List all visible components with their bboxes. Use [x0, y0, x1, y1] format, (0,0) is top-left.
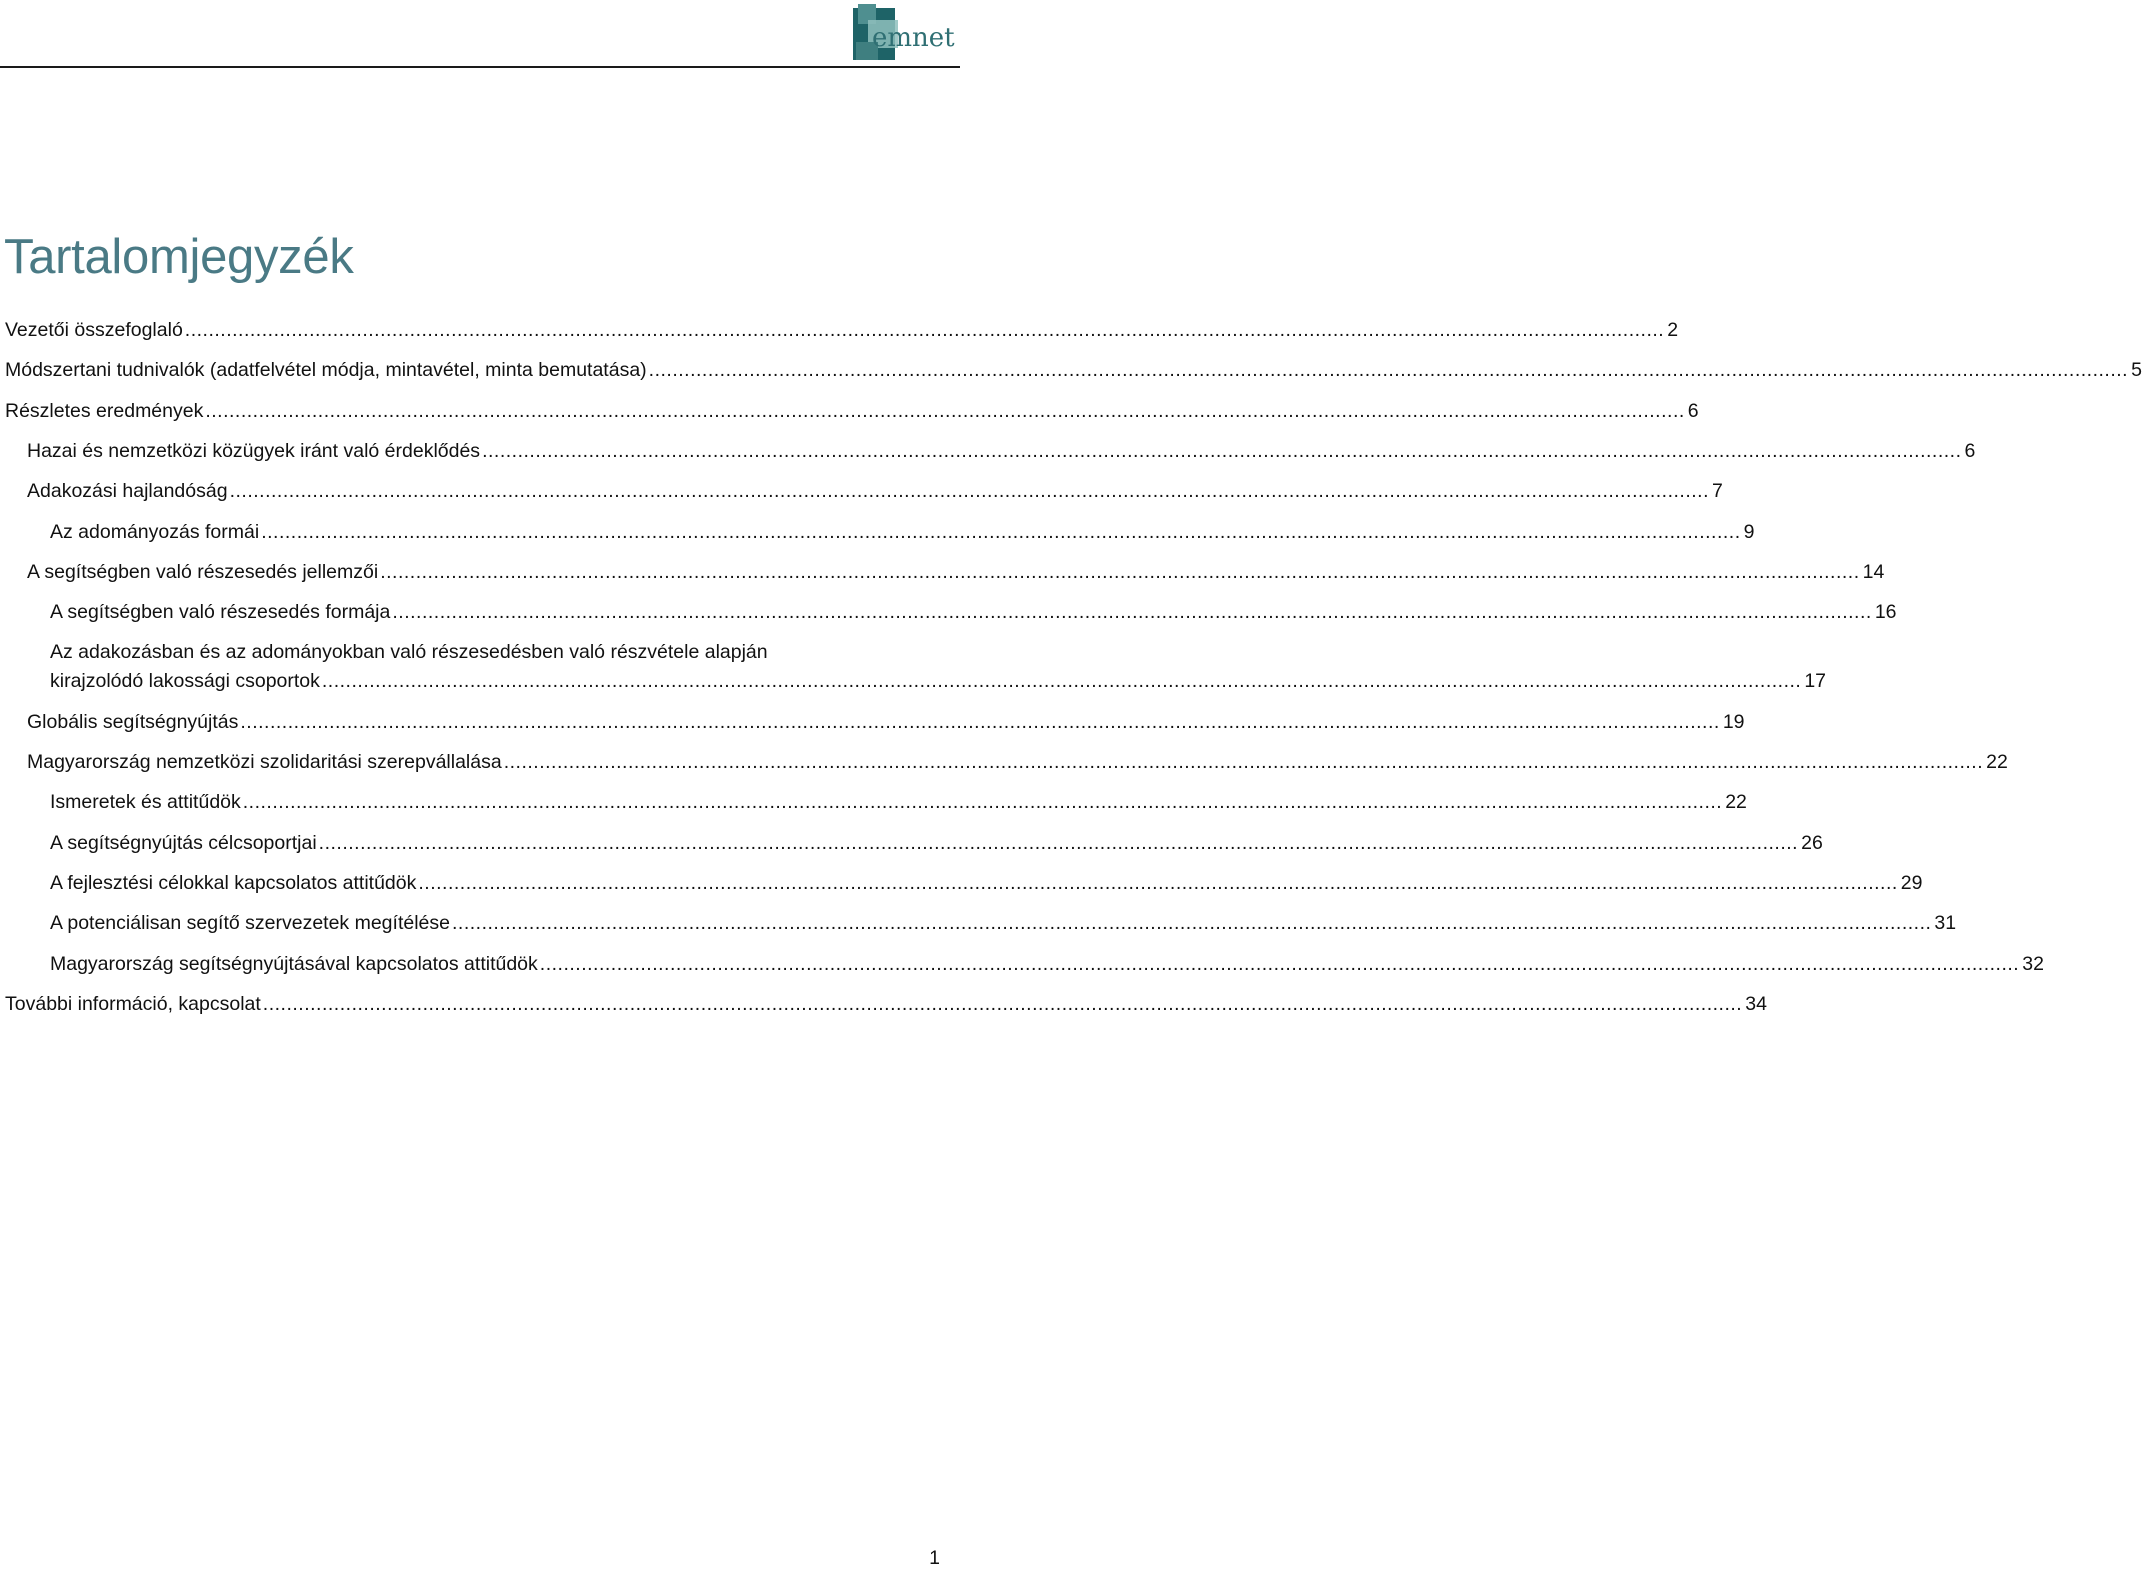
toc-leader-dots: [392, 598, 1871, 627]
toc-entry-page: 17: [1804, 670, 1827, 693]
toc-entry-row: [50, 829, 1823, 858]
toc-leader-dots: [380, 558, 1859, 587]
toc-entry-row: [5, 316, 1679, 345]
toc-entry-row: [27, 437, 1976, 466]
toc-entry-label: Ismeretek és attitűdök: [50, 791, 241, 814]
toc-entry-label: Hazai és nemzetközi közügyek iránt való érdeklődés: [27, 439, 481, 462]
toc-entry-label: Adakozási hajlandóság: [27, 480, 228, 503]
toc-entry[interactable]: [0, 638, 1827, 696]
toc-entry-label: Részletes eredmények: [5, 399, 204, 422]
toc-entry-label: Vezetői összefoglaló: [5, 319, 183, 341]
toc-entry[interactable]: [0, 477, 1723, 506]
toc-entry-label: További információ, kapcsolat: [5, 992, 261, 1015]
toc-entry[interactable]: [0, 356, 2142, 385]
toc-entry-page: 22: [1986, 751, 2008, 774]
toc-entry-row: [5, 990, 1767, 1019]
toc-entry-label: Magyarország segítségnyújtásával kapcsolatos attitűdök: [50, 952, 538, 975]
toc-leader-dots: [263, 990, 1742, 1019]
toc-entry-row: [50, 667, 1827, 696]
toc-leader-dots: [482, 437, 1961, 466]
toc-entry-page: 5: [2131, 359, 2142, 382]
toc-entry-label: A potenciálisan segítő szervezetek megítélése: [50, 912, 450, 935]
toc-entry-row: [27, 708, 1745, 737]
page-title: Tartalomjegyzék: [4, 230, 354, 284]
toc-leader-dots: [322, 667, 1801, 696]
toc-entry-page: 29: [1900, 871, 1923, 894]
toc-leader-dots: [319, 829, 1798, 858]
toc-leader-dots: [205, 397, 1684, 426]
toc-entry-label: A segítségben való részesedés formája: [50, 601, 391, 624]
toc-entry-row: [50, 598, 1897, 627]
page-header: [0, 0, 960, 68]
toc-entry[interactable]: [0, 558, 1885, 587]
toc-entry-label: A segítségben való részesedés jellemzői: [27, 560, 379, 583]
toc-entry-row: [27, 748, 2008, 777]
toc-entry-page: 2: [1667, 319, 1679, 341]
toc-entry[interactable]: [0, 788, 1747, 817]
toc-entry-label: Az adományozás formái: [50, 520, 260, 543]
toc-entry[interactable]: [0, 869, 1923, 898]
toc-entry[interactable]: [0, 598, 1897, 627]
toc-entry-label: Módszertani tudnivalók (adatfelvétel módja, mintavétel, minta bemutatása): [5, 359, 647, 382]
toc-entry-label: Globális segítségnyújtás: [27, 710, 239, 733]
toc-entry[interactable]: [0, 437, 1976, 466]
toc-entry-row: [50, 788, 1747, 817]
toc-entry-page: 16: [1874, 601, 1897, 624]
toc-entry-page: 22: [1725, 791, 1747, 814]
toc-entry-page: 6: [1964, 439, 1976, 462]
toc-leader-dots: [261, 518, 1740, 547]
toc-entry-row: [27, 558, 1885, 587]
toc-entry-label-line1: Az adakozásban és az adományokban való részesedésben való részvétele alapján: [50, 641, 768, 664]
toc-entry[interactable]: [0, 748, 2008, 777]
toc-entry-row: [50, 909, 1957, 938]
toc-entry-row: [5, 397, 1699, 426]
toc-entry-row: [50, 518, 1755, 547]
toc-entry[interactable]: [0, 518, 1755, 547]
toc-leader-dots: [452, 909, 1931, 938]
toc-entry-page: 19: [1722, 710, 1745, 733]
toc-entry[interactable]: [0, 909, 1957, 938]
toc-entry-page: 6: [1687, 399, 1699, 422]
toc-entry-row: [50, 869, 1923, 898]
toc-entry-page: 32: [2022, 952, 2044, 975]
toc-entry[interactable]: [0, 708, 1745, 737]
toc-leader-dots: [243, 788, 1722, 817]
toc-leader-dots: [418, 869, 1897, 898]
logo-text: emnet: [872, 23, 955, 53]
toc-entry-label: Magyarország nemzetközi szolidaritási szerepvállalása: [27, 751, 502, 774]
toc-entry[interactable]: [0, 950, 2044, 979]
toc-entry-page: 26: [1801, 831, 1823, 854]
toc-entry[interactable]: [0, 316, 1679, 345]
emnet-logo: [850, 2, 958, 64]
toc-entry-page: 31: [1934, 912, 1957, 935]
toc-entry-row: [5, 356, 2142, 385]
toc-leader-dots: [649, 356, 2128, 385]
toc-entry[interactable]: [0, 990, 1767, 1019]
toc-entry-row: [27, 477, 1723, 506]
toc-leader-dots: [230, 477, 1709, 506]
toc-entry[interactable]: [0, 829, 1823, 858]
toc-entry-page: 9: [1743, 520, 1755, 543]
emnet-logo-icon: [850, 2, 958, 64]
page-number: 1: [929, 1547, 940, 1569]
toc-leader-dots: [540, 950, 2019, 979]
toc-entry-label: A segítségnyújtás célcsoportjai: [50, 831, 317, 854]
toc-entry-page: 14: [1862, 560, 1885, 583]
toc-entry-label: A fejlesztési célokkal kapcsolatos attitűdök: [50, 871, 417, 894]
toc-entry-page: 7: [1712, 480, 1723, 503]
toc-entry[interactable]: [0, 397, 1699, 426]
toc-leader-dots: [185, 316, 1664, 345]
toc-entry-row: [50, 950, 2044, 979]
toc-leader-dots: [240, 708, 1719, 737]
header-rule: [0, 66, 960, 68]
toc-entry-label: kirajzolódó lakossági csoportok: [50, 670, 320, 693]
toc-entry-page: 34: [1745, 992, 1767, 1015]
toc-leader-dots: [504, 748, 1983, 777]
